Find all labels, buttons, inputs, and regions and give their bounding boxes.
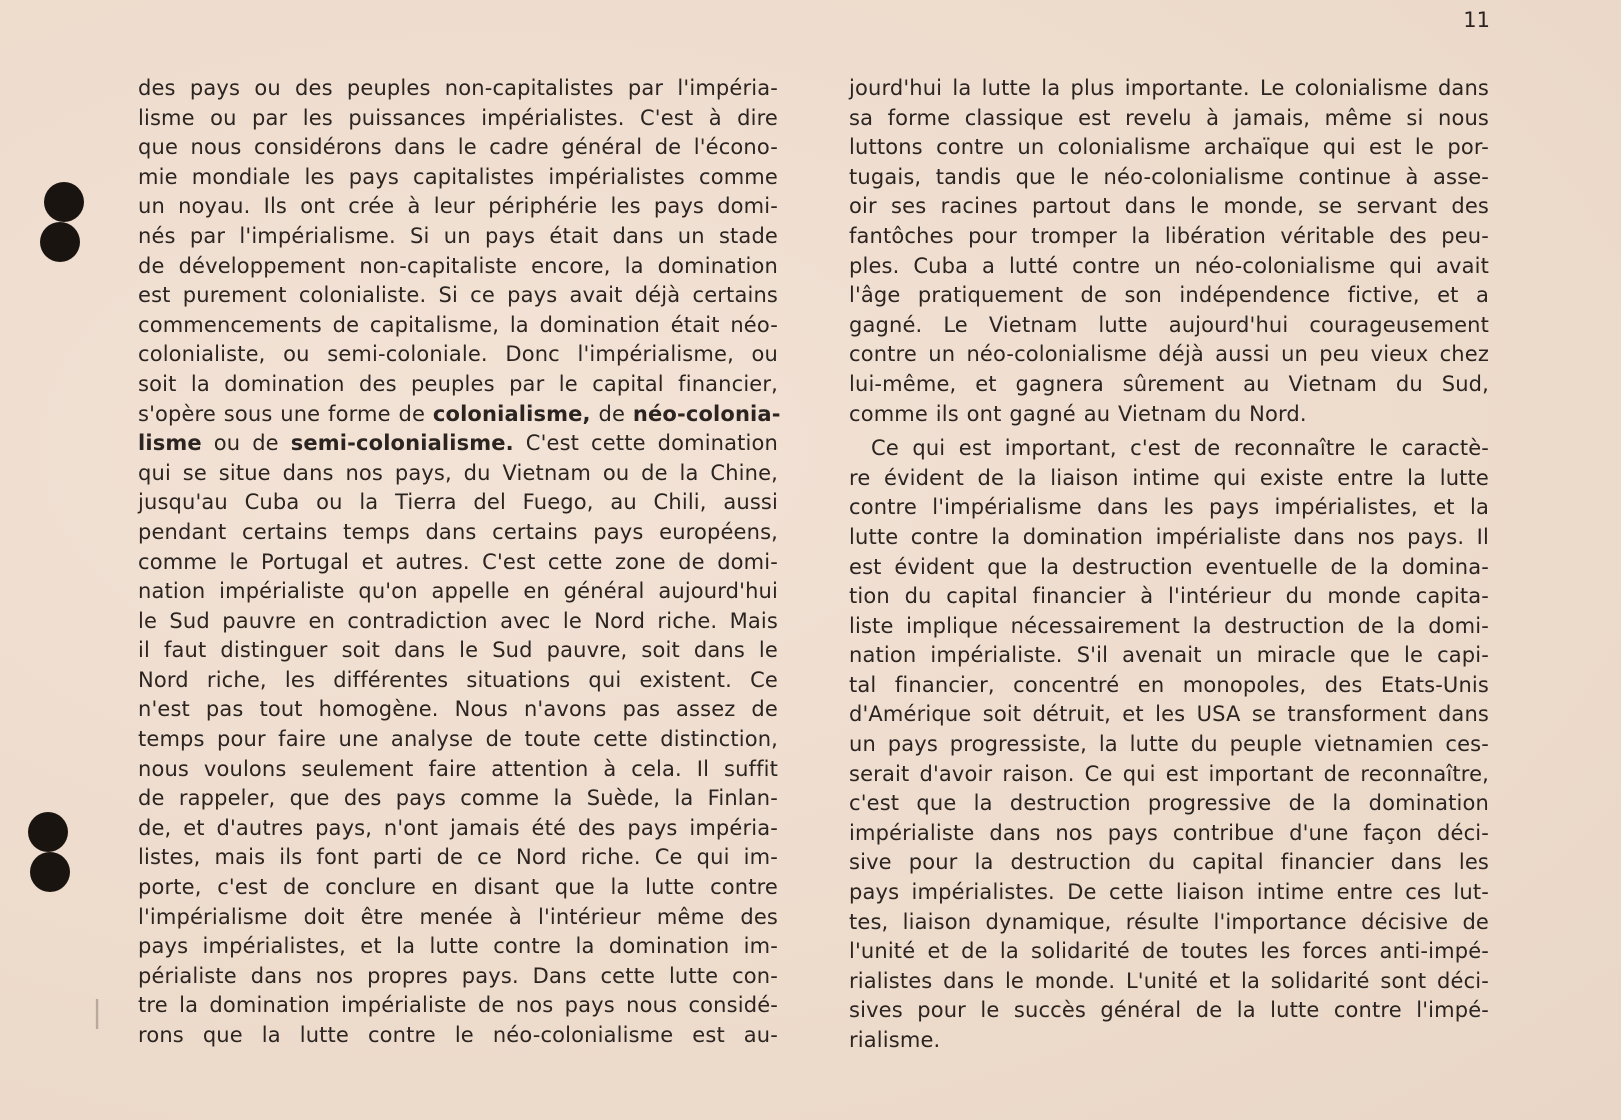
text-line: sive pour la destruction du capital financier dans les <box>849 850 1489 875</box>
text-line: soit la domination des peuples par le capital financier, <box>138 371 778 396</box>
text-fragment: s'opère sous une forme de <box>138 401 426 426</box>
text-line: d'Amérique soit détruit, et les USA se transforment dans <box>849 702 1489 727</box>
text-line: comme ils ont gagné au Vietnam du Nord. <box>849 401 1307 426</box>
text-line: un pays progressiste, la lutte du peuple vietnamien ces- <box>849 732 1489 757</box>
text-line: fantôches pour tromper la libération véritable des peu- <box>849 223 1489 248</box>
text-line: de, et d'autres pays, n'ont jamais été des pays impéria- <box>138 815 778 840</box>
text-line: périaliste dans nos propres pays. Dans cette lutte con- <box>138 963 778 988</box>
text-line: tugais, tandis que le néo-colonialisme continue à asse- <box>849 164 1489 189</box>
text-line: pays impérialistes. De cette liaison intime entre ces lut- <box>849 880 1489 905</box>
text-line: commencements de capitalisme, la domination était néo- <box>138 312 778 337</box>
text-line: serait d'avoir raison. Ce qui est important de reconnaître, <box>849 761 1489 786</box>
text-line: c'est que la destruction progressive de la domination <box>849 791 1489 816</box>
text-line: le Sud pauvre en contradiction avec le Nord riche. Mais <box>138 608 778 633</box>
text-line: gagné. Le Vietnam lutte aujourd'hui courageusement <box>849 312 1489 337</box>
bold-term: lisme <box>138 431 202 456</box>
text-line: tion du capital financier à l'intérieur du monde capita- <box>849 584 1489 609</box>
text-line: jusqu'au Cuba ou la Tierra del Fuego, au Chili, aussi <box>138 490 778 515</box>
text-line: qui se situe dans nos pays, du Vietnam ou de la Chine, <box>138 460 778 485</box>
pencil-mark: | <box>92 995 103 1030</box>
text-line: nous voulons seulement faire attention à cela. Il suffit <box>138 756 778 781</box>
text-line: de rappeler, que des pays comme la Suède, la Finlan- <box>138 786 778 811</box>
text-line: nés par l'impérialisme. Si un pays était dans un stade <box>138 223 778 248</box>
text-line: n'est pas tout homogène. Nous n'avons pas assez de <box>138 697 778 722</box>
text-line: jourd'hui la lutte la plus importante. Le colonialisme dans <box>849 76 1489 100</box>
text-line: contre un néo-colonialisme déjà aussi un peu vieux chez <box>849 342 1489 367</box>
text-line: est évident que la destruction eventuelle de la domina- <box>849 554 1489 579</box>
text-line: lutte contre la domination impérialiste dans nos pays. Il <box>849 524 1489 549</box>
punch-hole <box>44 182 84 222</box>
text-line: comme le Portugal et autres. C'est cette zone de domi- <box>138 549 778 574</box>
text-line: nation impérialiste qu'on appelle en général aujourd'hui <box>138 579 778 604</box>
text-line: pendant certains temps dans certains pays européens, <box>138 519 778 544</box>
text-line-mixed <box>138 400 781 430</box>
text-line: rialistes dans le monde. L'unité et la solidarité sont déci- <box>849 968 1489 993</box>
text-line-mixed <box>138 429 778 459</box>
text-line: ples. Cuba a lutté contre un néo-colonialisme qui avait <box>849 253 1489 278</box>
text-line: listes, mais ils font parti de ce Nord riche. Ce qui im- <box>138 845 778 870</box>
text-line: contre l'impérialisme dans les pays impérialistes, et la <box>849 495 1489 520</box>
text-line: luttons contre un colonialisme archaïque qui est le por- <box>849 135 1489 160</box>
text-line: nation impérialiste. S'il avenait un miracle que le capi- <box>849 643 1489 668</box>
text-fragment: C'est cette domination <box>525 431 778 456</box>
text-line: l'âge pratiquement de son indépendence fictive, et a <box>849 283 1489 308</box>
right-text-column <box>849 74 1489 1056</box>
text-line: rons que la lutte contre le néo-colonialisme est au- <box>138 1023 778 1047</box>
text-line: liste implique nécessairement la destruction de la domi- <box>849 613 1489 638</box>
text-line: re évident de la liaison intime qui existe entre la lutte <box>849 465 1489 490</box>
text-line: un noyau. Ils ont crée à leur périphérie les pays domi- <box>138 194 778 219</box>
text-fragment: ou de <box>213 431 279 456</box>
left-text-column <box>138 74 781 1051</box>
text-line: pays impérialistes, et la lutte contre la domination im- <box>138 934 778 959</box>
text-line: lisme ou par les puissances impérialistes. C'est à dire <box>138 105 778 130</box>
text-line: impérialiste dans nos pays contribue d'une façon déci- <box>849 820 1489 845</box>
text-line: des pays ou des peuples non-capitalistes par l'impéria- <box>138 76 778 100</box>
bold-term: néo-colonia- <box>632 401 781 426</box>
text-line: tal financier, concentré en monopoles, des Etats-Unis <box>849 672 1489 697</box>
text-line: rialisme. <box>849 1028 941 1052</box>
text-line: de développement non-capitaliste encore, la domination <box>138 253 778 278</box>
text-line: colonialiste, ou semi-coloniale. Donc l'impérialisme, ou <box>138 342 778 367</box>
text-line: Nord riche, les différentes situations qui existent. Ce <box>138 667 778 692</box>
text-line: mie mondiale les pays capitalistes impérialistes comme <box>138 164 778 189</box>
punch-hole <box>40 222 80 262</box>
punch-hole <box>28 812 68 852</box>
text-line: oir ses racines partout dans le monde, se servant des <box>849 194 1489 219</box>
text-line: porte, c'est de conclure en disant que la lutte contre <box>138 875 778 900</box>
text-line: est purement colonialiste. Si ce pays avait déjà certains <box>138 283 778 308</box>
text-line: que nous considérons dans le cadre général de l'écono- <box>138 135 778 160</box>
text-line: temps pour faire une analyse de toute cette distinction, <box>138 727 778 752</box>
paragraph-start: Ce qui est important, c'est de reconnaître le caractè- <box>871 436 1489 461</box>
text-line: il faut distinguer soit dans le Sud pauvre, soit dans le <box>138 638 778 663</box>
text-line: tes, liaison dynamique, résulte l'importance décisive de <box>849 909 1489 934</box>
text-fragment: de <box>598 401 626 426</box>
text-line: tre la domination impérialiste de nos pays nous considé- <box>138 993 778 1018</box>
punch-hole <box>30 852 70 892</box>
page-number: 11 <box>1463 8 1490 32</box>
text-line: sives pour le succès général de la lutte contre l'impé- <box>849 998 1489 1023</box>
bold-term: semi-colonialisme. <box>290 431 514 456</box>
text-line: lui-même, et gagnera sûrement au Vietnam du Sud, <box>849 371 1489 396</box>
bold-term: colonialisme, <box>432 401 591 426</box>
text-line: l'impérialisme doit être menée à l'intérieur même des <box>138 904 778 929</box>
text-line: l'unité et de la solidarité de toutes les forces anti-impé- <box>849 939 1489 964</box>
text-line: sa forme classique est revelu à jamais, même si nous <box>849 105 1489 130</box>
